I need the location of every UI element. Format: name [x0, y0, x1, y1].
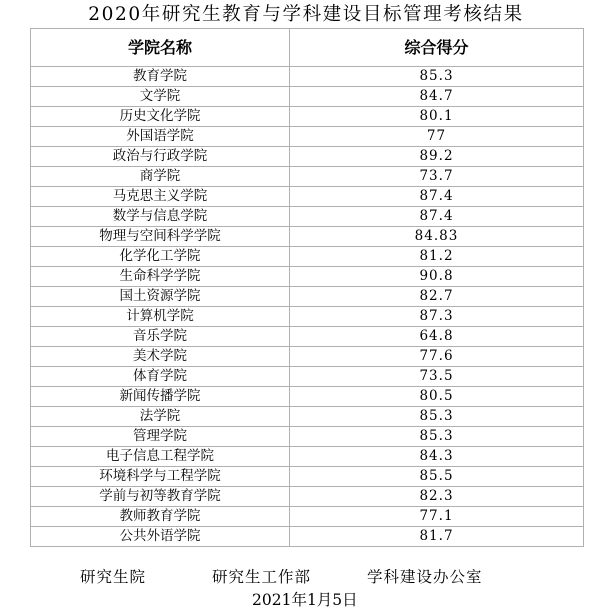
- score-cell: 85.5: [290, 467, 584, 487]
- score-cell: 90.8: [290, 267, 584, 287]
- college-name-cell: 马克思主义学院: [31, 187, 290, 207]
- college-name-cell: 新闻传播学院: [31, 387, 290, 407]
- college-name-cell: 学前与初等教育学院: [31, 487, 290, 507]
- table-row: [31, 147, 584, 167]
- college-name-cell: 政治与行政学院: [31, 147, 290, 167]
- college-name-cell: 数学与信息学院: [31, 207, 290, 227]
- college-name-cell: 教育学院: [31, 67, 290, 87]
- score-cell: 84.83: [290, 227, 584, 247]
- table-row: [31, 267, 584, 287]
- score-cell: 81.2: [290, 247, 584, 267]
- table-row: [31, 127, 584, 147]
- signatory-graduate-work-dept: 研究生工作部: [212, 568, 312, 586]
- table-row: [31, 187, 584, 207]
- document-date: 2021年1月5日: [252, 591, 358, 609]
- signatory-graduate-school: 研究生院: [80, 568, 147, 586]
- college-name-cell: 法学院: [31, 407, 290, 427]
- table-row: [31, 207, 584, 227]
- score-cell: 84.7: [290, 87, 584, 107]
- table-row: [31, 307, 584, 327]
- table-row: [31, 407, 584, 427]
- table-row: [31, 467, 584, 487]
- score-cell: 77.6: [290, 347, 584, 367]
- table-header-row: [31, 29, 584, 67]
- score-cell: 82.3: [290, 487, 584, 507]
- college-name-cell: 商学院: [31, 167, 290, 187]
- college-name-cell: 环境科学与工程学院: [31, 467, 290, 487]
- college-name-cell: 国土资源学院: [31, 287, 290, 307]
- college-name-cell: 音乐学院: [31, 327, 290, 347]
- score-cell: 89.2: [290, 147, 584, 167]
- college-name-cell: 美术学院: [31, 347, 290, 367]
- score-cell: 85.3: [290, 67, 584, 87]
- score-cell: 85.3: [290, 407, 584, 427]
- score-cell: 81.7: [290, 527, 584, 547]
- table-row: [31, 507, 584, 527]
- signatory-discipline-office: 学科建设办公室: [367, 568, 483, 586]
- document-title: 2020年研究生教育与学科建设目标管理考核结果: [88, 4, 524, 25]
- college-name-cell: 外国语学院: [31, 127, 290, 147]
- table-row: [31, 87, 584, 107]
- college-name-cell: 化学化工学院: [31, 247, 290, 267]
- college-name-cell: 公共外语学院: [31, 527, 290, 547]
- score-cell: 84.3: [290, 447, 584, 467]
- table-row: [31, 447, 584, 467]
- table-row: [31, 347, 584, 367]
- table-row: [31, 167, 584, 187]
- score-cell: 73.7: [290, 167, 584, 187]
- score-cell: 82.7: [290, 287, 584, 307]
- score-cell: 80.5: [290, 387, 584, 407]
- score-cell: 85.3: [290, 427, 584, 447]
- column-header-score: 综合得分: [290, 29, 584, 67]
- table-row: [31, 107, 584, 127]
- college-name-cell: 历史文化学院: [31, 107, 290, 127]
- score-cell: 77: [290, 127, 584, 147]
- score-cell: 73.5: [290, 367, 584, 387]
- table-row: [31, 427, 584, 447]
- table-row: [31, 527, 584, 547]
- table-row: [31, 387, 584, 407]
- college-name-cell: 体育学院: [31, 367, 290, 387]
- score-cell: 64.8: [290, 327, 584, 347]
- score-cell: 80.1: [290, 107, 584, 127]
- column-header-college: 学院名称: [31, 29, 290, 67]
- score-table: [30, 28, 584, 547]
- table-row: [31, 247, 584, 267]
- table-row: [31, 487, 584, 507]
- college-name-cell: 文学院: [31, 87, 290, 107]
- table-row: [31, 67, 584, 87]
- college-name-cell: 生命科学学院: [31, 267, 290, 287]
- table-row: [31, 227, 584, 247]
- score-cell: 87.3: [290, 307, 584, 327]
- college-name-cell: 教师教育学院: [31, 507, 290, 527]
- table-row: [31, 327, 584, 347]
- score-cell: 77.1: [290, 507, 584, 527]
- table-body: [31, 67, 584, 547]
- table-row: [31, 287, 584, 307]
- college-name-cell: 管理学院: [31, 427, 290, 447]
- score-cell: 87.4: [290, 207, 584, 227]
- college-name-cell: 电子信息工程学院: [31, 447, 290, 467]
- college-name-cell: 物理与空间科学学院: [31, 227, 290, 247]
- score-cell: 87.4: [290, 187, 584, 207]
- college-name-cell: 计算机学院: [31, 307, 290, 327]
- table-row: [31, 367, 584, 387]
